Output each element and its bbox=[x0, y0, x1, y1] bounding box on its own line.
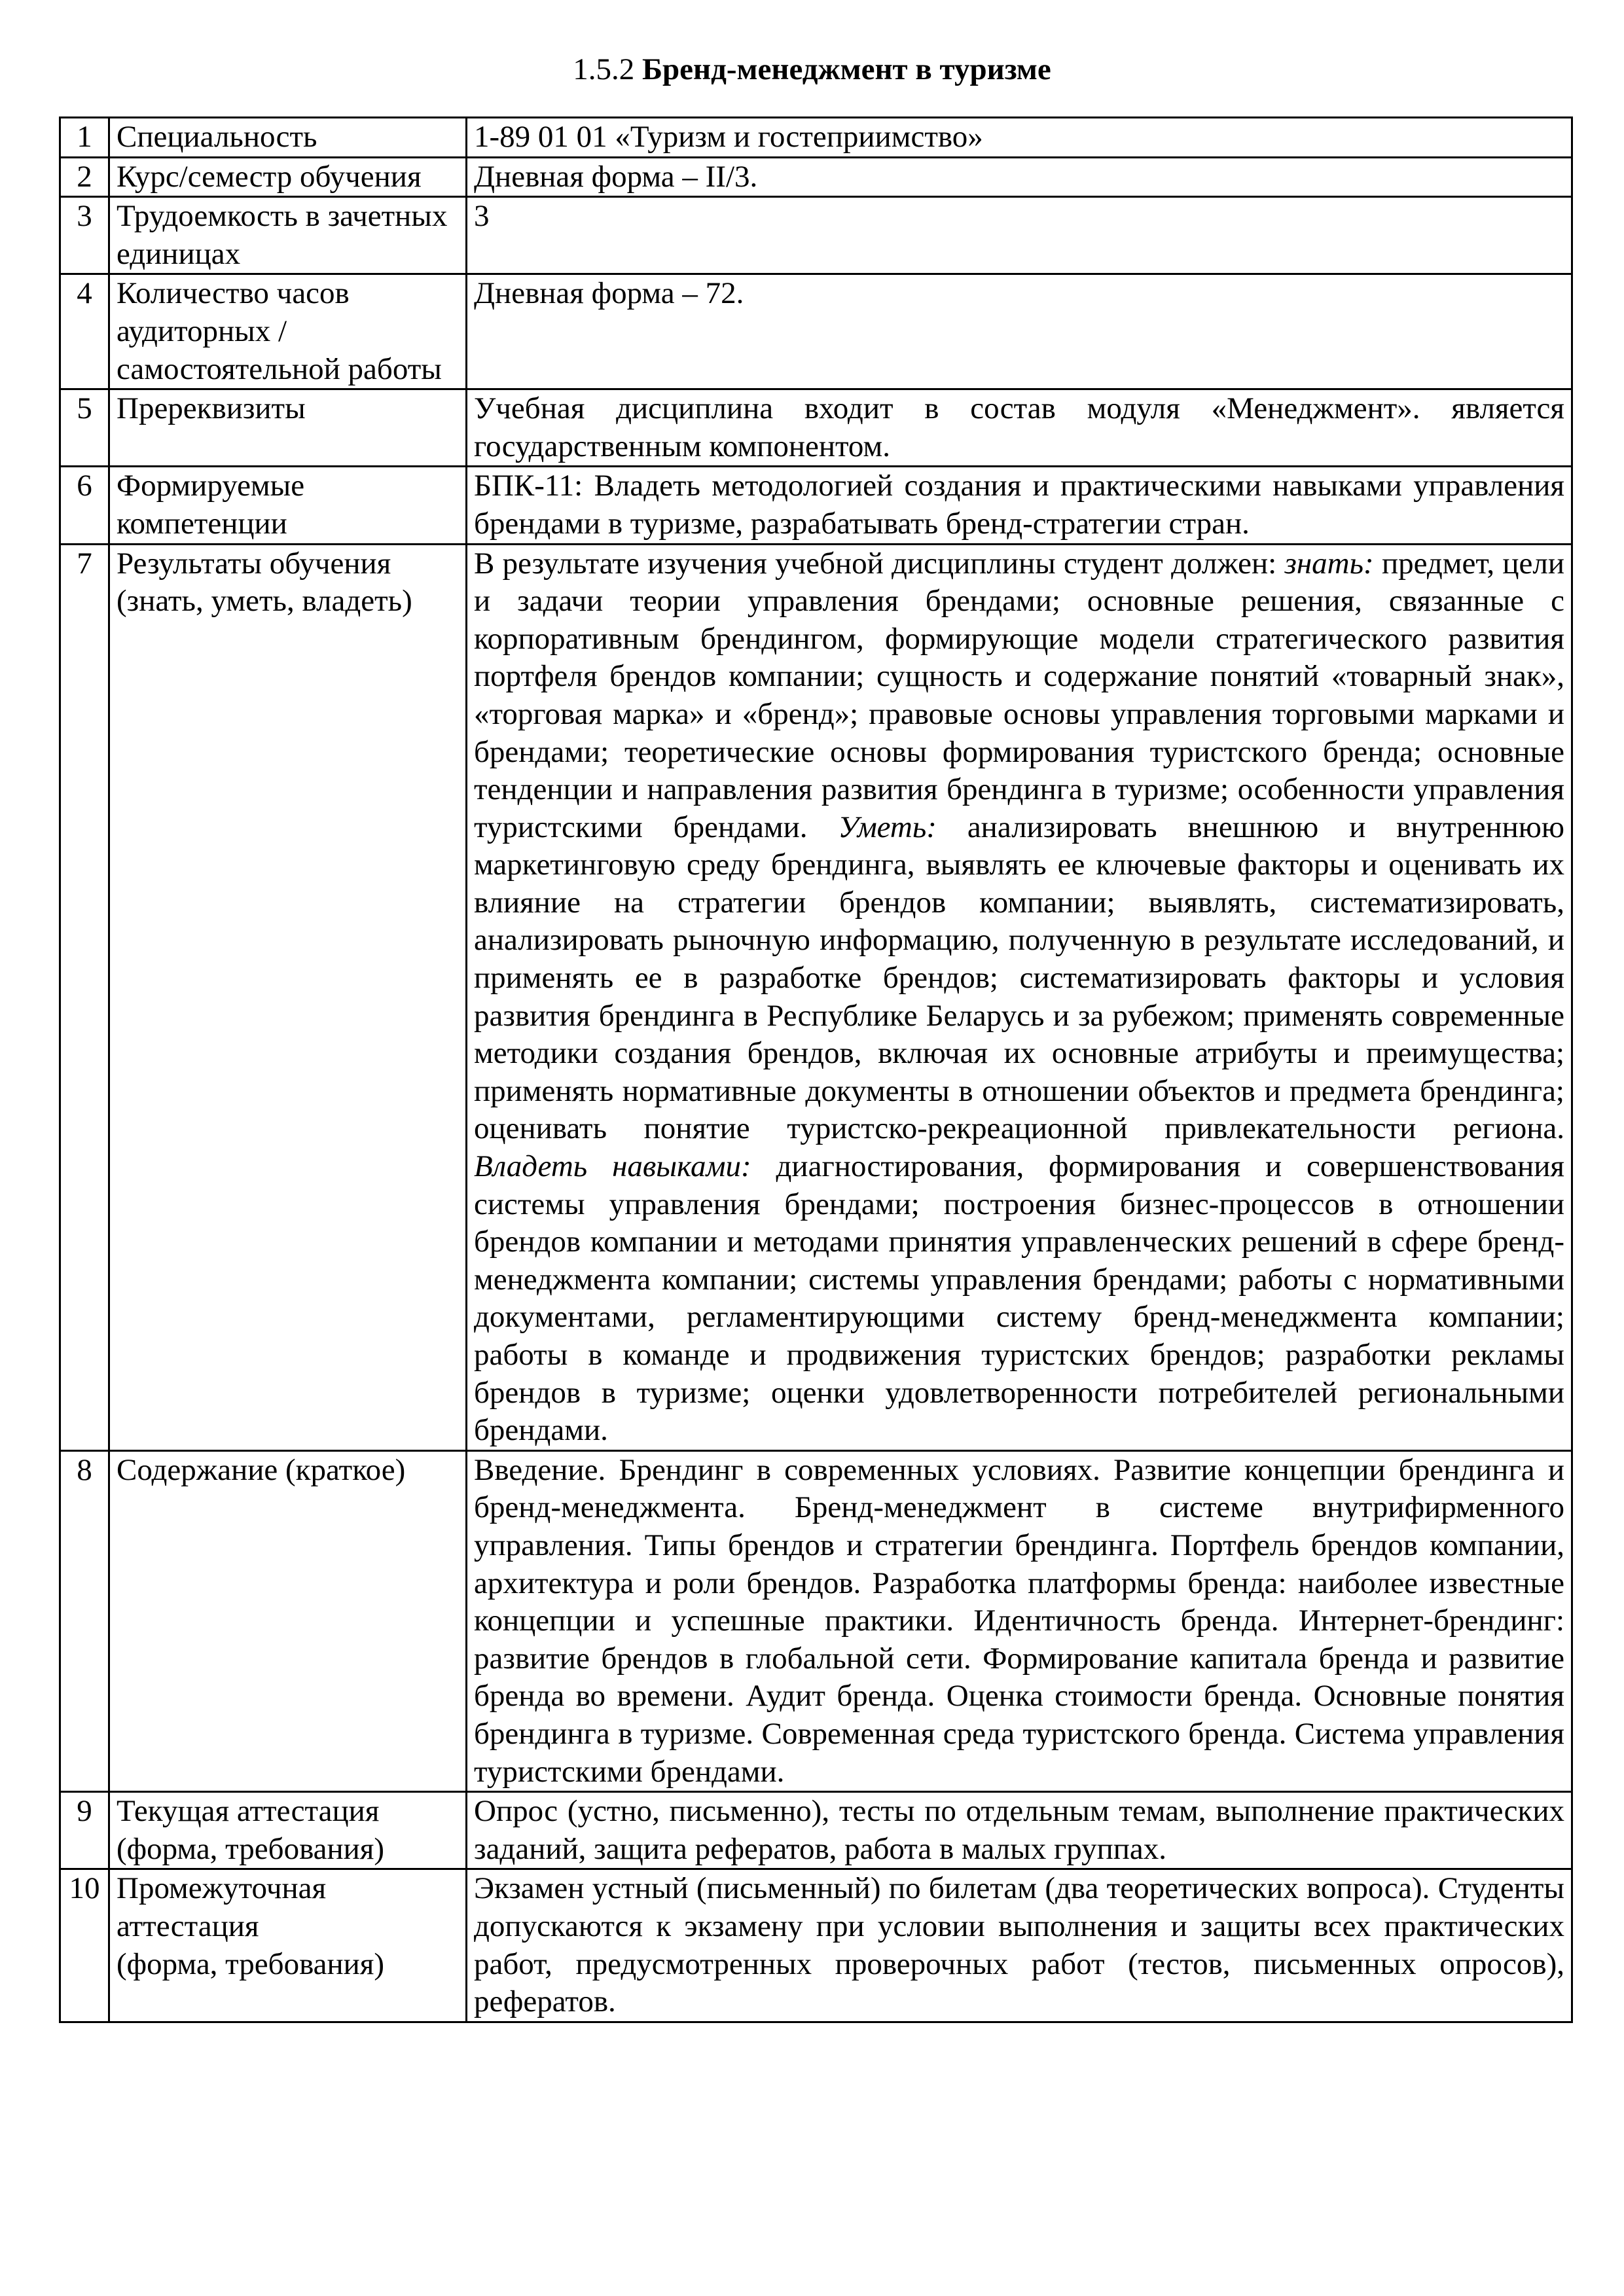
outcomes-intro: В результате изучения учебной дисциплины студент должен: bbox=[474, 546, 1277, 581]
section-title bbox=[0, 51, 1624, 88]
row-number: 1 bbox=[60, 118, 109, 158]
table-row-course bbox=[60, 157, 1572, 197]
row-number: 8 bbox=[60, 1450, 109, 1791]
row-number: 5 bbox=[60, 389, 109, 467]
row-number: 10 bbox=[60, 1869, 109, 2022]
row-label: Текущая аттестация (форма, требования) bbox=[109, 1792, 467, 1869]
row-value: Экзамен устный (письменный) по билетам (два теоретических вопроса). Студенты допускаются к экзамену при условии выполнения и защиты всех практических работ, предусмотренных проверочных работ (тестов, письменных опросов), рефератов. bbox=[467, 1869, 1572, 2022]
row-value: Дневная форма – II/3. bbox=[467, 157, 1572, 197]
row-value: Опрос (устно, письменно), тесты по отдельным темам, выполнение практических заданий, защита рефератов, работа в малых группах. bbox=[467, 1792, 1572, 1869]
row-label: Пререквизиты bbox=[109, 389, 467, 467]
section-number: 1.5.2 bbox=[573, 52, 635, 86]
section-name: Бренд-менеджмент в туризме bbox=[641, 52, 1051, 86]
row-label: Формируемые компетенции bbox=[109, 467, 467, 544]
row-number: 6 bbox=[60, 467, 109, 544]
row-value: 1-89 01 01 «Туризм и гостеприимство» bbox=[467, 118, 1572, 158]
row-number: 9 bbox=[60, 1792, 109, 1869]
table-row-credits bbox=[60, 197, 1572, 274]
table-row-current-assessment bbox=[60, 1792, 1572, 1869]
table-row-competencies bbox=[60, 467, 1572, 544]
row-label: Содержание (краткое) bbox=[109, 1450, 467, 1791]
row-number: 2 bbox=[60, 157, 109, 197]
table-row-intermediate-assessment bbox=[60, 1869, 1572, 2022]
own-text: диагностирования, формирования и совершенствования системы управления брендами; построения бизнес-процессов в отношении брендов компании и методами принятия управленческих решений в сфере бренд-менеджмента компании; системы управления брендами; работы с нормативными документами, регламентирующими систему бренд-менеджмента компании; работы в команде и продвижения туристских брендов; разработки рекламы брендов в туризме; оценки удовлетворенности потребителей региональными брендами. bbox=[474, 1149, 1564, 1448]
row-label: Результаты обучения (знать, уметь, владеть) bbox=[109, 544, 467, 1450]
own-label: Владеть навыками: bbox=[474, 1149, 751, 1184]
know-text: предмет, цели и задачи теории управления брендами; основные решения, связанные с корпоративным брендингом, формирующие модели стратегического развития портфеля брендов компании; сущность и содержание понятий «товарный знак», «торговая марка» и «бренд»; правовые основы управления торговыми марками и брендами; теоретические основы формирования туристского бренда; основные тенденции и направления развития брендинга в туризме; особенности управления туристскими брендами. bbox=[474, 546, 1565, 844]
row-value: БПК-11: Владеть методологией создания и практическими навыками управления брендами в туризме, разрабатывать бренд-стратегии стран. bbox=[467, 467, 1572, 544]
row-number: 3 bbox=[60, 197, 109, 274]
can-label: Уметь: bbox=[838, 810, 937, 844]
syllabus-table bbox=[59, 117, 1573, 2023]
row-label: Курс/семестр обучения bbox=[109, 157, 467, 197]
table-row-prerequisites bbox=[60, 389, 1572, 467]
row-label: Специальность bbox=[109, 118, 467, 158]
row-value: 3 bbox=[467, 197, 1572, 274]
can-text: анализировать внешнюю и внутреннюю маркетинговую среду брендинга, выявлять ее ключевые факторы и оценивать их влияние на стратегии брендов компании; выявлять, систематизировать, анализировать рыночную информацию, полученную в результате исследований, и применять ее в разработке брендов; систематизировать факторы и условия развития брендинга в Республике Беларусь и за рубежом; применять современные методики создания брендов, включая их основные атрибуты и преимущества; применять нормативные документы в отношении объектов и предмета брендинга; оценивать понятие туристско-рекреационной привлекательности региона. bbox=[474, 810, 1565, 1146]
row-value: Введение. Брендинг в современных условиях. Развитие концепции брендинга и бренд-менеджмента. Бренд-менеджмент в системе внутрифирменного управления. Типы брендов и стратегии брендинга. Портфель брендов компании, архитектура и роли брендов. Разработка платформы бренда: наиболее известные концепции и успешные практики. Идентичность бренда. Интернет-брендинг: развитие брендов в глобальной сети. Формирование капитала бренда и развитие бренда во времени. Аудит бренда. Оценка стоимости бренда. Основные понятия брендинга в туризме. Современная среда туристского бренда. Система управления туристскими брендами. bbox=[467, 1450, 1572, 1791]
row-label: Трудоемкость в зачетных единицах bbox=[109, 197, 467, 274]
row-number: 7 bbox=[60, 544, 109, 1450]
row-value: Учебная дисциплина входит в состав модуля «Менеджмент». является государственным компонентом. bbox=[467, 389, 1572, 467]
row-value: Дневная форма – 72. bbox=[467, 274, 1572, 389]
row-label: Промежуточная аттестация (форма, требования) bbox=[109, 1869, 467, 2022]
table-row-outcomes bbox=[60, 544, 1572, 1450]
know-label: знать: bbox=[1284, 546, 1374, 581]
row-number: 4 bbox=[60, 274, 109, 389]
row-label: Количество часов аудиторных / самостоятельной работы bbox=[109, 274, 467, 389]
table-row-content bbox=[60, 1450, 1572, 1791]
table-row-hours bbox=[60, 274, 1572, 389]
table-row-specialty bbox=[60, 118, 1572, 158]
row-value bbox=[467, 544, 1572, 1450]
